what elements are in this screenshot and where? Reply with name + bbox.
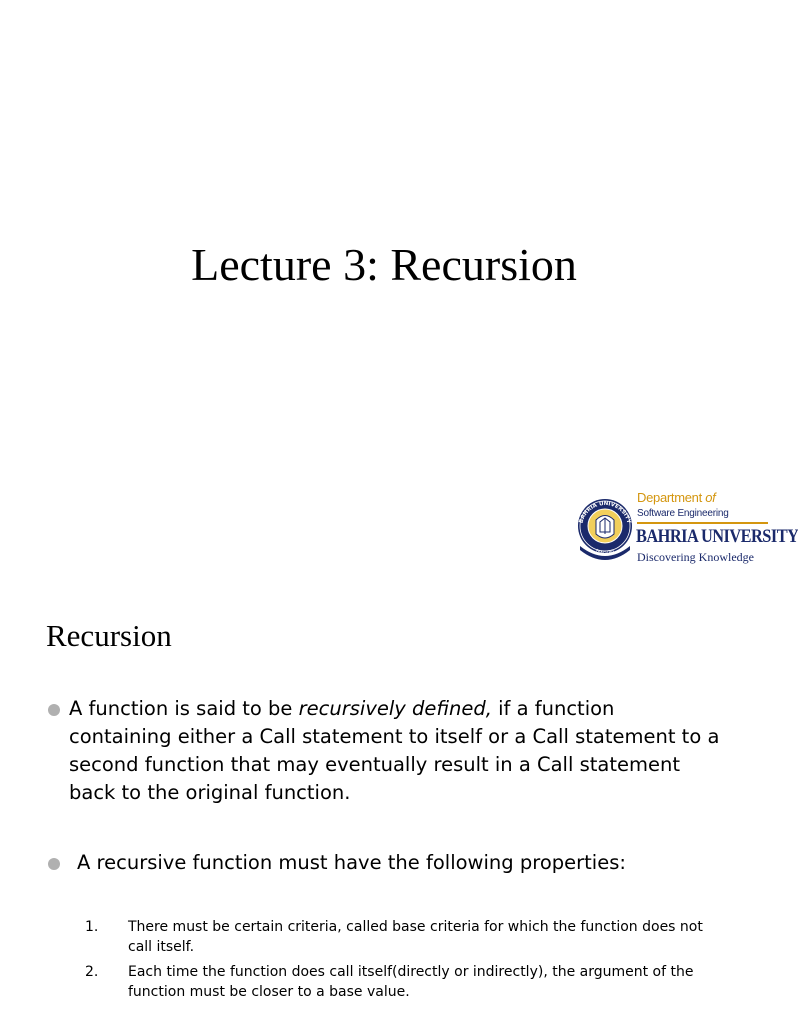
bullet-text: A function is said to be recursively defined, if a function containing either a Call statement to itself or a Call statement to a second function that may eventually result in a Call statement back to the original function. [69,697,720,804]
item-number: 1. [85,919,99,935]
bullet-text: A recursive function must have the following properties: [77,851,626,874]
numbered-item [85,962,725,1002]
item-number: 2. [85,964,99,980]
bullet-item [46,849,726,877]
bullet-dot-icon [48,858,60,870]
numbered-item [85,917,725,957]
item-text: Each time the function does call itself(directly or indirectly), the argument of the function must be closer to a base value. [128,964,694,1000]
svg-text:PAKISTAN: PAKISTAN [595,547,615,555]
lecture-title: Lecture 3: Recursion [191,239,577,290]
logo-department-text: Department of [637,490,716,505]
bullet-item [46,695,726,807]
logo-divider [637,522,768,524]
university-seal-icon [574,484,636,572]
logo-tagline: Discovering Knowledge [637,550,754,564]
bullet-dot-icon [48,704,60,716]
item-text: There must be certain criteria, called base criteria for which the function does not call itself. [128,919,703,955]
logo-school-text: Software Engineering [637,508,729,519]
content-slide [0,588,768,1024]
slide-heading: Recursion [46,618,172,653]
logo-university-name: BAHRIA UNIVERSITY [636,526,798,547]
svg-text:BAHRIA UNIVERSITY: BAHRIA UNIVERSITY [578,500,632,525]
bahria-university-logo [574,484,798,572]
